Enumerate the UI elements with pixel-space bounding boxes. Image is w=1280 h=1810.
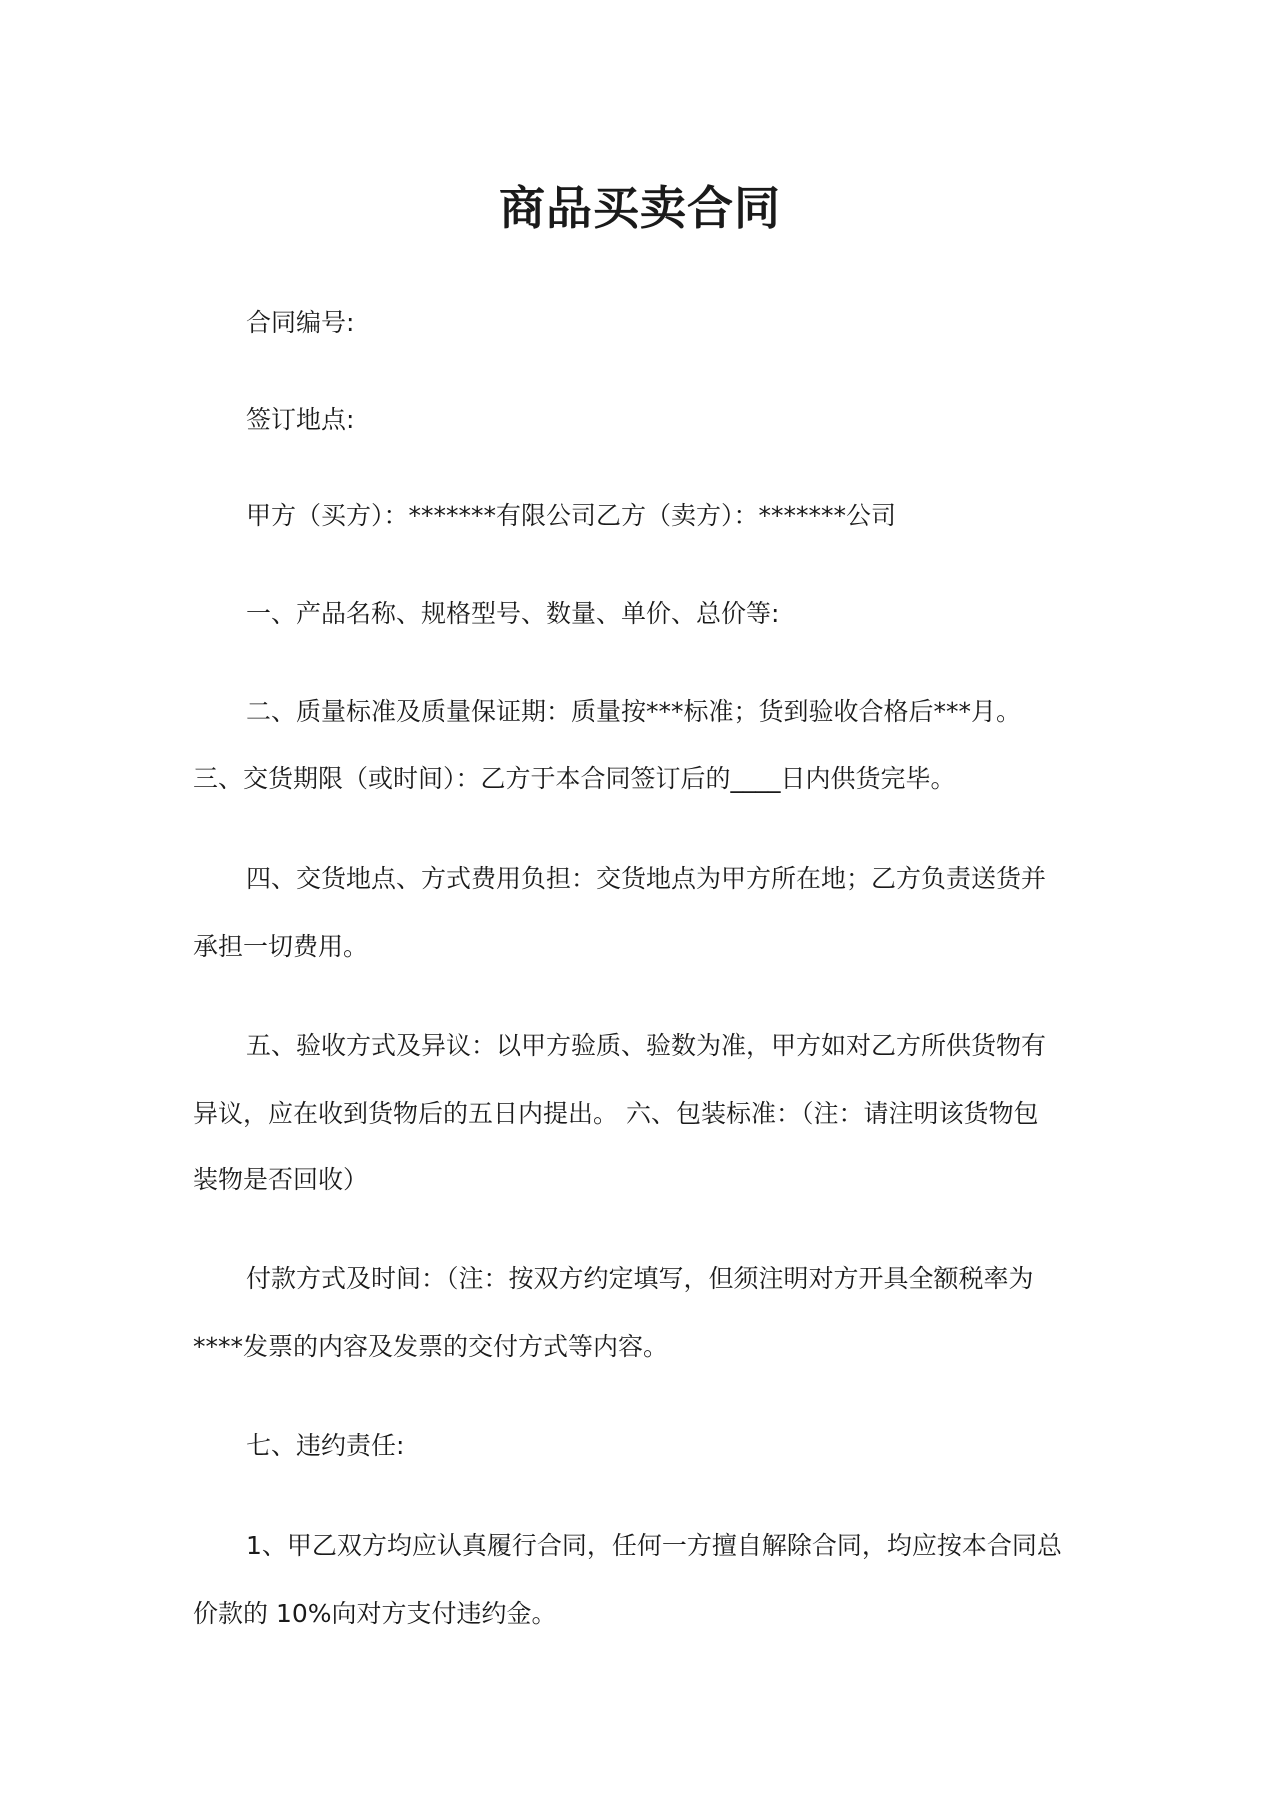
section-5-line-1: 五、验收方式及异议：以甲方验质、验数为准，甲方如对乙方所供货物有 bbox=[246, 1031, 1047, 1060]
section-4-line-2: 承担一切费用。 bbox=[193, 932, 369, 961]
section-7-heading: 七、违约责任: bbox=[246, 1431, 405, 1460]
payment-line-2: ****发票的内容及发票的交付方式等内容。 bbox=[193, 1332, 669, 1361]
payment-line-1: 付款方式及时间：（注：按双方约定填写，但须注明对方开具全额税率为 bbox=[246, 1264, 1034, 1293]
section-5-line-3: 装物是否回收） bbox=[193, 1165, 369, 1194]
signing-place-label: 签订地点: bbox=[246, 405, 355, 434]
section-4-line-1: 四、交货地点、方式费用负担：交货地点为甲方所在地；乙方负责送货并 bbox=[246, 864, 1047, 893]
parties-line: 甲方（买方）：*******有限公司乙方（卖方）：*******公司 bbox=[246, 501, 897, 530]
clause-7-1-line-2: 价款的 10%向对方支付违约金。 bbox=[193, 1599, 557, 1628]
clause-7-1-line-1: 1、甲乙双方均应认真履行合同，任何一方擅自解除合同，均应按本合同总 bbox=[246, 1531, 1062, 1560]
document-title: 商品买卖合同 bbox=[499, 181, 781, 235]
contract-number-label: 合同编号: bbox=[246, 308, 355, 337]
section-5-line-2: 异议，应在收到货物后的五日内提出。 六、包装标准：（注：请注明该货物包 bbox=[193, 1099, 1039, 1128]
section-3-text: 三、交货期限（或时间）：乙方于本合同签订后的____日内供货完毕。 bbox=[193, 764, 956, 793]
section-1-heading: 一、产品名称、规格型号、数量、单价、总价等: bbox=[246, 599, 780, 628]
section-2-text: 二、质量标准及质量保证期：质量按***标准；货到验收合格后***月。 bbox=[246, 697, 1022, 726]
